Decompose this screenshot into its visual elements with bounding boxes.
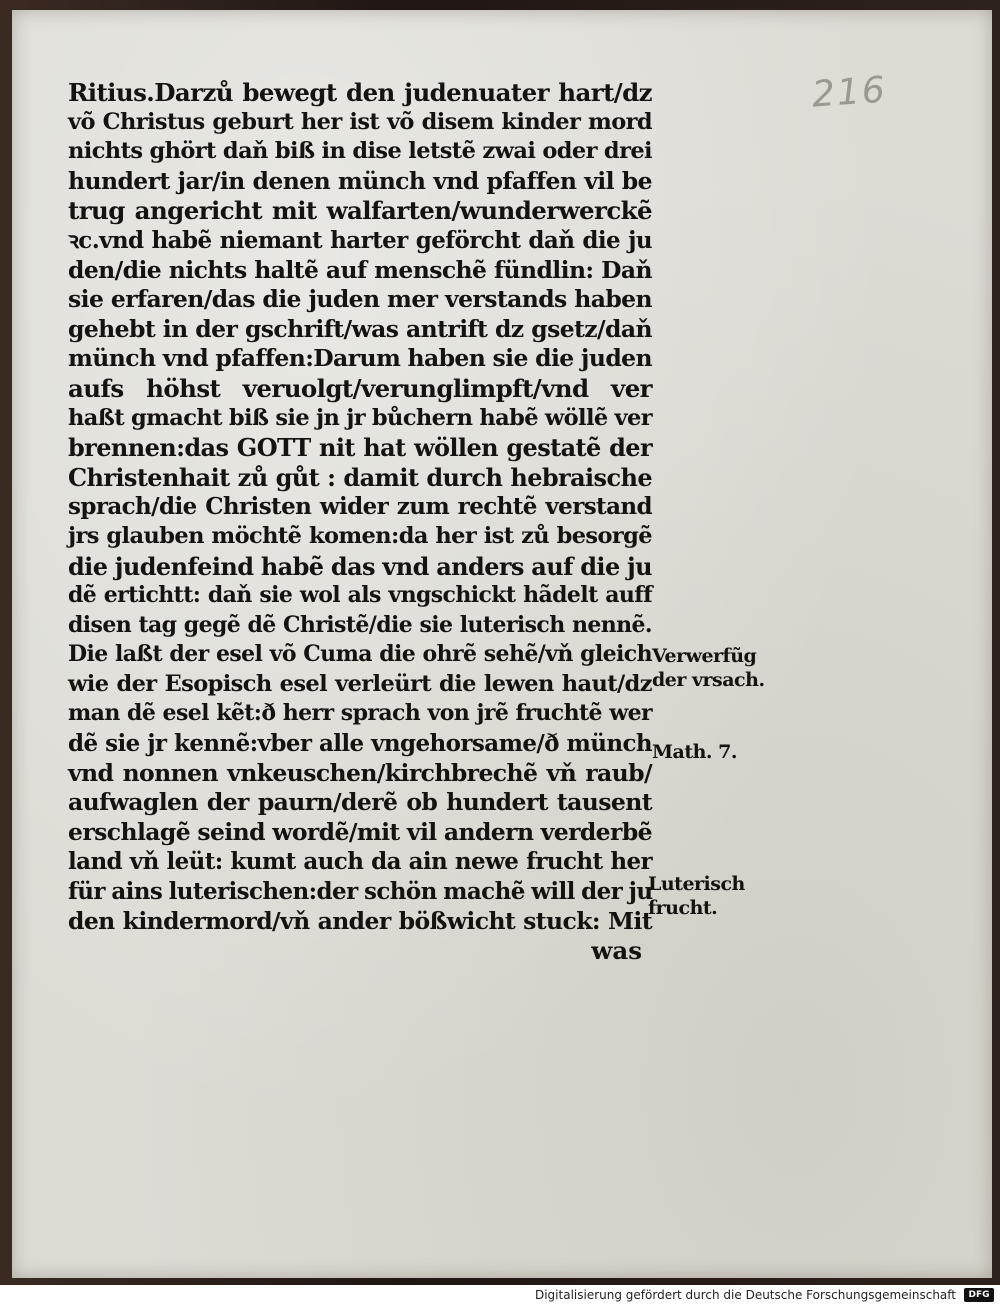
text-line: den/die nichts haltẽ auf menschẽ fündlin: Daň: [68, 255, 652, 284]
margin-note-line: frucht.: [648, 897, 718, 919]
text-line: den kindermord/vň ander bößwicht stuck: Mit: [68, 906, 652, 935]
text-line: aufwaglen der paurn/derẽ ob hundert tausent: [68, 788, 652, 817]
text-line: haßt gmacht biß sie jn jr bůchern habẽ wöllẽ ver: [68, 404, 652, 431]
text-line: disen tag gegẽ dẽ Christẽ/die sie luterisch nennẽ.: [68, 611, 652, 638]
dfg-logo: DFG: [964, 1288, 994, 1302]
text-line: aufs höhst veruolgt/verunglimpft/vnd ver: [68, 373, 652, 403]
text-line: sprach/die Christen wider zum rechtẽ verstand: [68, 493, 652, 521]
text-line: Ritius.Darzů bewegt den judenuater hart/dz: [68, 78, 652, 107]
margin-note-line: Verwerfũg: [652, 645, 757, 667]
book-page: [12, 10, 992, 1278]
margin-note-verwerfung: [652, 644, 765, 692]
text-line: Christenhait zů gůt : damit durch hebraische: [68, 462, 652, 492]
catchword: was: [591, 936, 642, 966]
text-line: für ains luterischen:der schön machẽ will der ju: [68, 878, 653, 906]
folio-number: 216: [810, 69, 889, 116]
text-line: vnd nonnen vnkeuschen/kirchbrechẽ vň raub/: [68, 758, 652, 787]
text-line: sie erfaren/das die juden mer verstands haben: [68, 285, 652, 314]
text-line: münch vnd pfaffen:Darum haben sie die juden: [68, 344, 652, 373]
text-line: wie der Esopisch esel verleürt die lewen haut/dz: [68, 670, 652, 697]
body-text: [68, 78, 652, 966]
text-line: trug angericht mit walfarten/wunderwerckẽ: [68, 196, 652, 226]
margin-note-line: Luterisch: [648, 873, 745, 895]
margin-note-line: Math. 7.: [652, 741, 737, 763]
margin-note-math: [652, 740, 737, 764]
text-line: die judenfeind habẽ das vnd anders auf die ju: [68, 551, 652, 581]
text-line: brennen:das GOTT nit hat wöllen gestatẽ der: [68, 433, 652, 463]
text-line: hundert jar/in denen münch vnd pfaffen vil be: [68, 166, 652, 195]
text-line: Die laßt der esel võ Cuma die ohrẽ sehẽ/vň gleich: [68, 641, 652, 668]
text-line: erschlagẽ seind wordẽ/mit vil andern verderbẽ: [68, 817, 652, 846]
margin-note-luterisch: [648, 872, 745, 920]
text-line: gehebt in der gschrift/was antrift dz gsetz/daň: [68, 314, 652, 343]
text-line: võ Christus geburt her ist võ disem kinder mord: [68, 108, 652, 135]
funding-credit: Digitalisierung gefördert durch die Deutsche Forschungsgemeinschaft: [534, 1288, 956, 1302]
text-line: nichts ghört daň biß in dise letstẽ zwai oder drei: [68, 138, 652, 165]
text-line: man dẽ esel kẽt:ð herr sprach von jrẽ fruchtẽ wer: [68, 700, 652, 727]
margin-note-line: der vrsach.: [652, 669, 765, 691]
text-line: dẽ sie jr kennẽ:vber alle vngehorsame/ð münch: [68, 730, 652, 758]
footer-bar: [0, 1285, 1000, 1305]
text-line: ꝛc.vnd habẽ niemant harter geförcht daň die ju: [68, 226, 652, 254]
text-line: land vň leüt: kumt auch da ain newe frucht her: [68, 848, 652, 876]
text-line: jrs glauben möchtẽ komen:da her ist zů besorgẽ: [68, 522, 652, 549]
text-line: dẽ ertichtt: daň sie wol als vngschickt hãdelt auff: [68, 582, 652, 609]
